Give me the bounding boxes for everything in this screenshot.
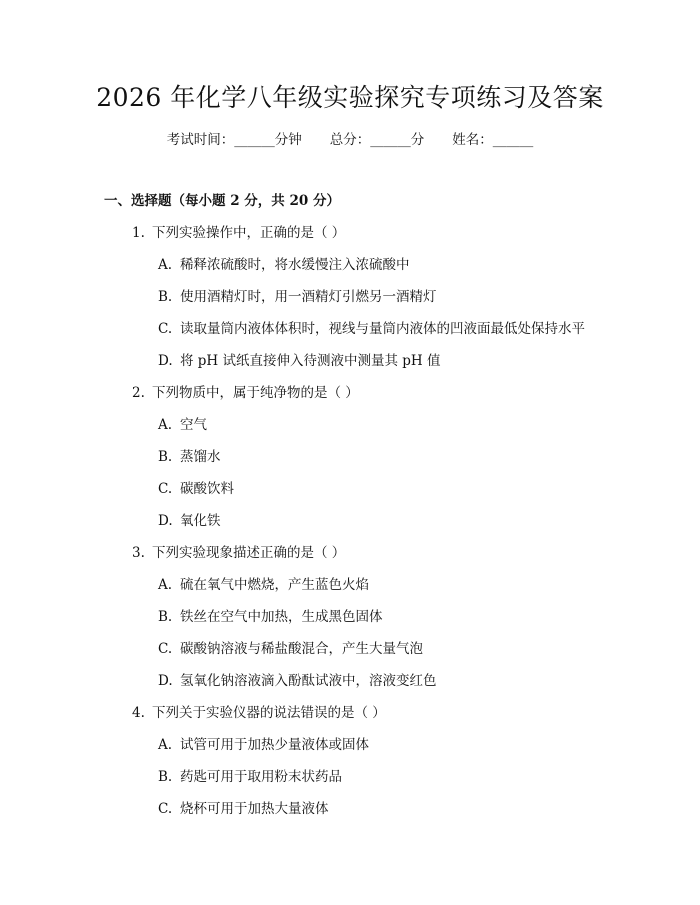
option: [158, 574, 369, 596]
option: [158, 734, 369, 756]
option-text: 试管可用于加热少量液体或固体: [180, 737, 369, 753]
option-text: 铁丝在空气中加热，生成黑色固体: [180, 609, 383, 625]
option: [158, 286, 437, 308]
option-text: 氧化铁: [180, 513, 221, 529]
option-letter: C.: [158, 321, 173, 337]
question-number: 4.: [132, 705, 145, 721]
option-text: 碳酸饮料: [180, 481, 234, 497]
question-text: 下列物质中，属于纯净物的是（ ）: [152, 385, 359, 401]
page-title: 2026 年化学八年级实验探究专项练习及答案: [96, 83, 604, 112]
option: [158, 446, 221, 468]
option-text: 读取量筒内液体体积时，视线与量筒内液体的凹液面最低处保持水平: [180, 321, 585, 337]
option-letter: C.: [158, 481, 173, 497]
option-letter: B.: [158, 609, 173, 625]
question-text: 下列关于实验仪器的说法错误的是（ ）: [152, 705, 386, 721]
option: [158, 350, 441, 372]
question-text: 下列实验现象描述正确的是（ ）: [152, 545, 346, 561]
option-text: 使用酒精灯时，用一酒精灯引燃另一酒精灯: [180, 289, 437, 305]
option-letter: B.: [158, 769, 173, 785]
question-1: [132, 222, 345, 244]
option: [158, 638, 423, 660]
question-text: 下列实验操作中，正确的是（ ）: [152, 225, 346, 241]
option: [158, 254, 410, 276]
option-letter: C.: [158, 801, 173, 817]
question-2: [132, 382, 359, 404]
option-letter: D.: [158, 673, 173, 689]
option-text: 烧杯可用于加热大量液体: [180, 801, 329, 817]
option: [158, 766, 342, 788]
option-text: 氢氧化钠溶液滴入酚酞试液中，溶液变红色: [180, 673, 437, 689]
exam-score: 总分：______分: [329, 132, 425, 148]
option: [158, 510, 221, 532]
option-letter: D.: [158, 513, 173, 529]
section-heading: 一、选择题（每小题 2 分，共 20 分）: [104, 193, 340, 209]
option-text: 将 pH 试纸直接伸入待测液中测量其 pH 值: [180, 353, 441, 369]
option: [158, 478, 234, 500]
exam-time: 考试时间：______分钟: [166, 132, 302, 148]
option-text: 硫在氧气中燃烧，产生蓝色火焰: [180, 577, 369, 593]
option-text: 蒸馏水: [180, 449, 221, 465]
question-number: 2.: [132, 385, 145, 401]
option: [158, 414, 207, 436]
student-name: 姓名：______: [452, 132, 534, 148]
question-number: 3.: [132, 545, 145, 561]
option-letter: A.: [158, 577, 173, 593]
option-letter: A.: [158, 417, 173, 433]
option: [158, 318, 585, 340]
option-letter: A.: [158, 737, 173, 753]
option-letter: D.: [158, 353, 173, 369]
question-4: [132, 702, 386, 724]
option-text: 碳酸钠溶液与稀盐酸混合，产生大量气泡: [180, 641, 423, 657]
option-text: 药匙可用于取用粉末状药品: [180, 769, 342, 785]
question-3: [132, 542, 345, 564]
option: [158, 670, 437, 692]
option-text: 稀释浓硫酸时，将水缓慢注入浓硫酸中: [180, 257, 410, 273]
option: [158, 798, 329, 820]
option: [158, 606, 383, 628]
option-letter: B.: [158, 449, 173, 465]
option-letter: A.: [158, 257, 173, 273]
question-number: 1.: [132, 225, 145, 241]
option-text: 空气: [180, 417, 207, 433]
exam-meta: [0, 129, 700, 151]
option-letter: C.: [158, 641, 173, 657]
option-letter: B.: [158, 289, 173, 305]
